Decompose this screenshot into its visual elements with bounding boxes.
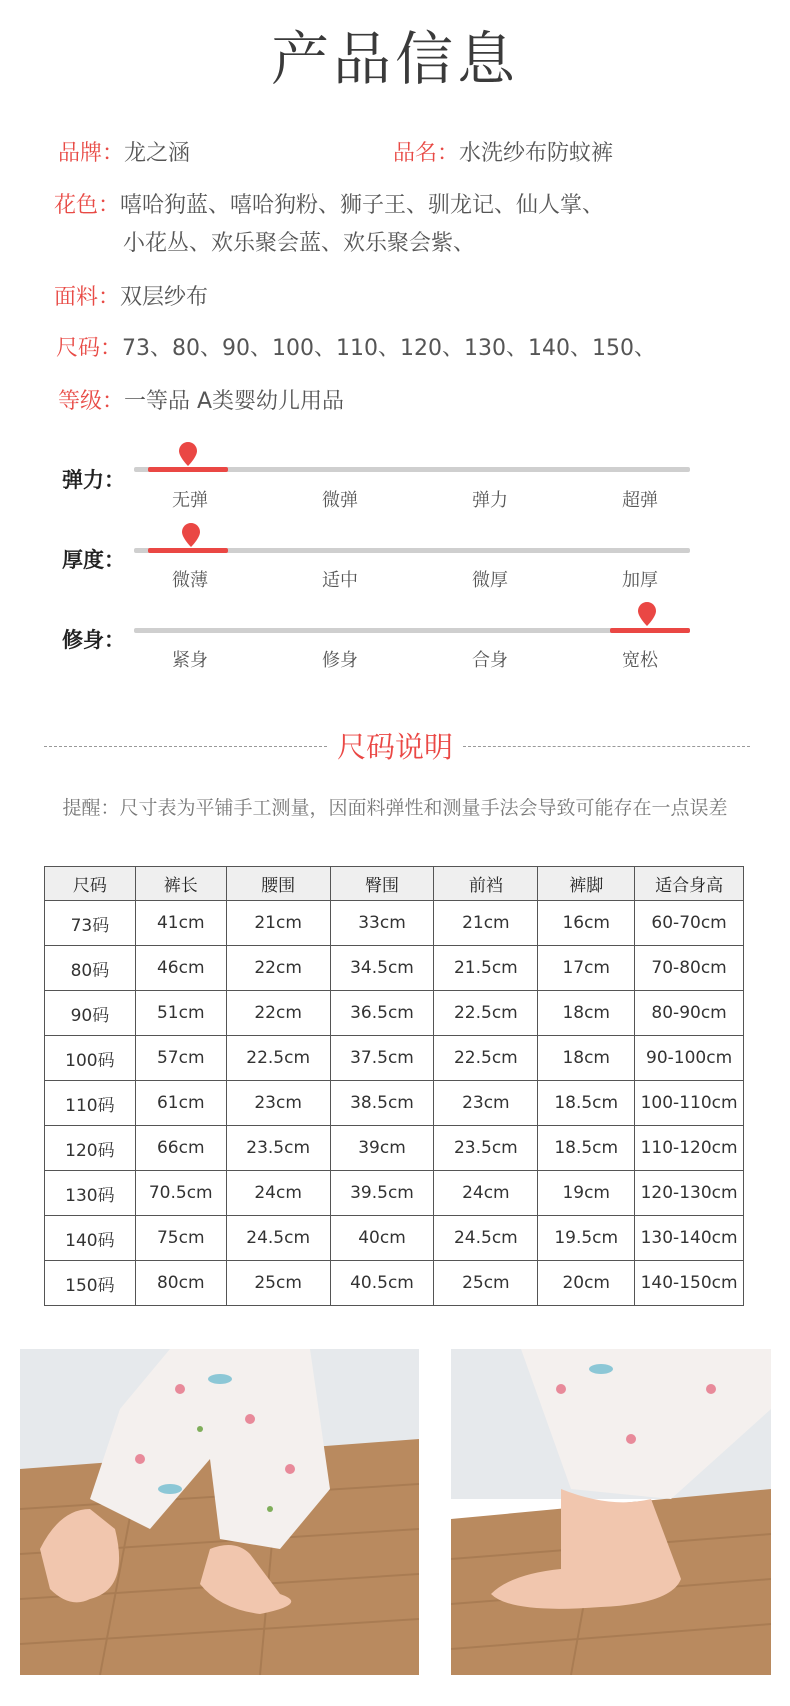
table-cell: 36.5cm	[330, 991, 434, 1036]
scale-fit	[0, 600, 790, 680]
table-cell: 23cm	[434, 1081, 538, 1126]
scale-thickness-option-4: 加厚	[622, 570, 658, 591]
table-cell: 23.5cm	[434, 1126, 538, 1171]
table-cell: 38.5cm	[330, 1081, 434, 1126]
table-cell: 57cm	[135, 1036, 226, 1081]
table-cell: 33cm	[330, 901, 434, 946]
table-cell: 22.5cm	[434, 1036, 538, 1081]
table-row	[45, 1126, 744, 1171]
fabric-label: 面料：	[54, 285, 121, 310]
scale-thickness-option-3: 微厚	[472, 570, 508, 591]
info-brand	[58, 136, 190, 167]
table-cell: 23cm	[226, 1081, 330, 1126]
table-cell: 21cm	[434, 901, 538, 946]
table-cell: 60-70cm	[635, 901, 744, 946]
table-cell: 24cm	[226, 1171, 330, 1216]
sizes-label: 尺码：	[56, 336, 123, 361]
table-cell: 51cm	[135, 991, 226, 1036]
table-cell: 120码	[45, 1126, 136, 1171]
table-cell: 24.5cm	[434, 1216, 538, 1261]
size-section-title: 尺码说明	[336, 730, 453, 764]
table-cell: 41cm	[135, 901, 226, 946]
column-header: 臀围	[330, 867, 434, 901]
column-header: 适合身高	[635, 867, 744, 901]
map-pin-icon	[179, 442, 197, 466]
table-row	[45, 946, 744, 991]
table-cell: 25cm	[226, 1261, 330, 1306]
info-fabric	[54, 280, 208, 311]
table-cell: 18cm	[538, 991, 635, 1036]
table-cell: 110码	[45, 1081, 136, 1126]
info-sizes	[56, 331, 656, 362]
column-header: 裤长	[135, 867, 226, 901]
table-row	[45, 1171, 744, 1216]
table-cell: 120-130cm	[635, 1171, 744, 1216]
table-cell: 90码	[45, 991, 136, 1036]
scale-thickness-option-1: 微薄	[172, 570, 208, 591]
table-cell: 18cm	[538, 1036, 635, 1081]
table-cell: 25cm	[434, 1261, 538, 1306]
info-product-name	[393, 136, 613, 167]
table-cell: 100码	[45, 1036, 136, 1081]
table-cell: 70.5cm	[135, 1171, 226, 1216]
table-row	[45, 901, 744, 946]
table-cell: 80码	[45, 946, 136, 991]
table-cell: 37.5cm	[330, 1036, 434, 1081]
info-colors	[54, 188, 604, 219]
table-cell: 100-110cm	[635, 1081, 744, 1126]
sizes-value: 73、80、90、100、110、120、130、140、150、	[122, 336, 656, 361]
scale-elasticity-option-4: 超弹	[622, 490, 658, 511]
table-header-row	[45, 867, 744, 901]
scale-fit-fill	[610, 628, 690, 633]
scale-fit-track	[134, 628, 690, 633]
product-photo-right	[451, 1349, 771, 1675]
table-cell: 24.5cm	[226, 1216, 330, 1261]
table-cell: 23.5cm	[226, 1126, 330, 1171]
table-cell: 70-80cm	[635, 946, 744, 991]
table-cell: 39cm	[330, 1126, 434, 1171]
grade-value: 一等品 A类婴幼儿用品	[124, 389, 345, 414]
table-row	[45, 1036, 744, 1081]
table-cell: 61cm	[135, 1081, 226, 1126]
scale-elasticity	[0, 440, 790, 520]
scale-fit-option-4: 宽松	[622, 650, 658, 671]
scale-thickness	[0, 520, 790, 600]
grade-label: 等级：	[58, 389, 125, 414]
scale-elasticity-fill	[148, 467, 228, 472]
table-cell: 73码	[45, 901, 136, 946]
table-cell: 130-140cm	[635, 1216, 744, 1261]
scale-thickness-option-2: 适中	[322, 570, 358, 591]
table-cell: 110-120cm	[635, 1126, 744, 1171]
size-reminder: 提醒：尺寸表为平铺手工测量，因面料弹性和测量手法会导致可能存在一点误差	[62, 797, 728, 819]
column-header: 腰围	[226, 867, 330, 901]
table-cell: 80cm	[135, 1261, 226, 1306]
table-cell: 19.5cm	[538, 1216, 635, 1261]
colors-line2: 小花丛、欢乐聚会蓝、欢乐聚会紫、	[123, 231, 476, 256]
table-cell: 150码	[45, 1261, 136, 1306]
table-cell: 21cm	[226, 901, 330, 946]
page-title: 产品信息	[270, 25, 519, 93]
table-cell: 22cm	[226, 991, 330, 1036]
info-grade	[58, 384, 344, 415]
table-cell: 40cm	[330, 1216, 434, 1261]
table-cell: 22.5cm	[226, 1036, 330, 1081]
table-cell: 39.5cm	[330, 1171, 434, 1216]
scale-elasticity-option-3: 弹力	[472, 490, 508, 511]
fabric-value: 双层纱布	[120, 285, 209, 310]
scale-fit-option-3: 合身	[472, 650, 508, 671]
table-cell: 22.5cm	[434, 991, 538, 1036]
scale-elasticity-label: 弹力：	[62, 468, 125, 492]
table-row	[45, 1081, 744, 1126]
table-row	[45, 1216, 744, 1261]
table-cell: 90-100cm	[635, 1036, 744, 1081]
scale-fit-option-2: 修身	[322, 650, 358, 671]
scale-fit-option-1: 紧身	[172, 650, 208, 671]
table-row	[45, 1261, 744, 1306]
table-cell: 20cm	[538, 1261, 635, 1306]
table-cell: 18.5cm	[538, 1081, 635, 1126]
product-name-value: 水洗纱布防蚊裤	[459, 141, 614, 166]
table-cell: 34.5cm	[330, 946, 434, 991]
table-cell: 24cm	[434, 1171, 538, 1216]
map-pin-icon	[638, 602, 656, 626]
scale-fit-label: 修身：	[62, 628, 125, 652]
column-header: 前裆	[434, 867, 538, 901]
brand-value: 龙之涵	[124, 141, 191, 166]
table-cell: 21.5cm	[434, 946, 538, 991]
brand-label: 品牌：	[58, 141, 125, 166]
table-cell: 46cm	[135, 946, 226, 991]
table-cell: 80-90cm	[635, 991, 744, 1036]
table-cell: 140码	[45, 1216, 136, 1261]
table-cell: 16cm	[538, 901, 635, 946]
table-cell: 17cm	[538, 946, 635, 991]
table-cell: 40.5cm	[330, 1261, 434, 1306]
colors-line1: 嘻哈狗蓝、嘻哈狗粉、狮子王、驯龙记、仙人掌、	[120, 193, 605, 218]
table-cell: 130码	[45, 1171, 136, 1216]
map-pin-icon	[182, 523, 200, 547]
product-photo-left	[20, 1349, 419, 1675]
table-cell: 75cm	[135, 1216, 226, 1261]
colors-label: 花色：	[54, 193, 121, 218]
table-cell: 22cm	[226, 946, 330, 991]
table-cell: 140-150cm	[635, 1261, 744, 1306]
column-header: 裤脚	[538, 867, 635, 901]
size-table	[44, 866, 744, 1306]
table-cell: 66cm	[135, 1126, 226, 1171]
column-header: 尺码	[45, 867, 136, 901]
table-cell: 19cm	[538, 1171, 635, 1216]
table-cell: 18.5cm	[538, 1126, 635, 1171]
scale-elasticity-option-1: 无弹	[172, 490, 208, 511]
table-row	[45, 991, 744, 1036]
scale-thickness-label: 厚度：	[62, 548, 125, 572]
product-name-label: 品名：	[393, 141, 460, 166]
scale-thickness-fill	[148, 548, 228, 553]
scale-elasticity-option-2: 微弹	[322, 490, 358, 511]
